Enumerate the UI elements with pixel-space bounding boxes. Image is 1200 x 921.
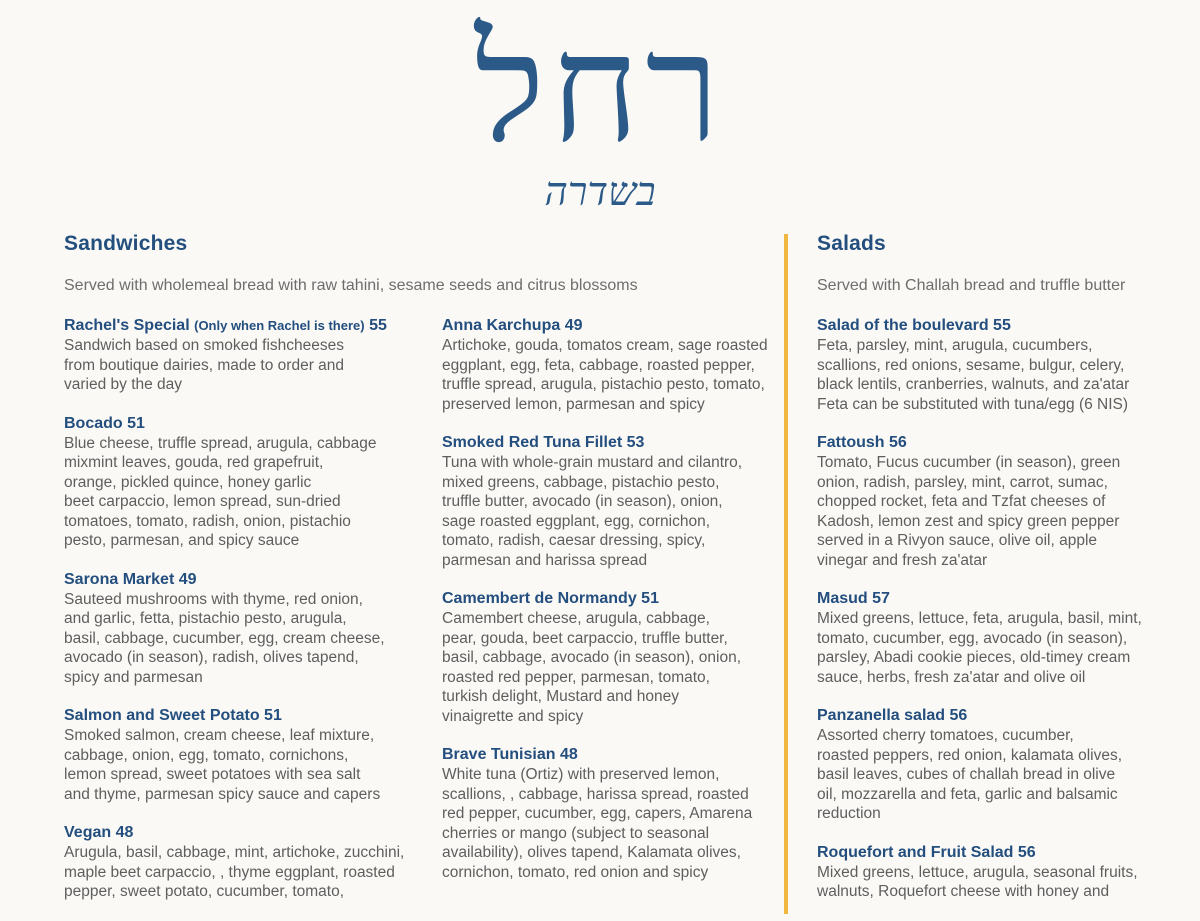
- description-line: vinegar and fresh za'atar: [817, 551, 988, 569]
- description-line: varied by the day: [64, 376, 183, 393]
- menu-item-name: Salad of the boulevard: [817, 317, 989, 334]
- menu-item: [442, 589, 772, 726]
- description-line: basil leaves, cubes of challah bread in olive: [817, 766, 1116, 783]
- menu-item: [64, 316, 424, 395]
- menu-item-description: [817, 609, 1187, 687]
- menu-item-description: [64, 590, 424, 688]
- menu-item: [817, 433, 1187, 570]
- menu-item-price: 48: [115, 824, 134, 841]
- menu-item-price: 49: [178, 570, 197, 588]
- description-line: basil, cabbage, cucumber, egg, cream cheese,: [64, 629, 385, 647]
- description-line: mixed greens, cabbage, pistachio pesto,: [442, 473, 720, 491]
- description-line: maple beet carpaccio, , thyme eggplant, roasted: [64, 863, 395, 881]
- menu-item-heading: [817, 843, 1187, 863]
- menu-item-price: 55: [993, 317, 1011, 334]
- menu-item-price: 55: [369, 317, 387, 334]
- description-line: Tuna with whole-grain mustard and cilantro,: [442, 454, 743, 471]
- sandwiches-note: Served with wholemeal bread with raw tahini, sesame seeds and citrus blossoms: [64, 277, 638, 294]
- description-line: scallions, , cabbage, harissa spread, roasted: [442, 785, 749, 803]
- menu-item-description: [817, 336, 1187, 414]
- description-line: Smoked salmon, cream cheese, leaf mixture,: [64, 727, 375, 744]
- menu-item-name: Camembert de Normandy: [442, 590, 637, 607]
- description-line: red pepper, cucumber, egg, capers, Amarena: [442, 805, 753, 822]
- description-line: Feta, parsley, mint, arugula, cucumbers,: [817, 337, 1093, 354]
- description-line: eggplant, egg, feta, cabbage, roasted pepper,: [442, 356, 755, 374]
- menu-item-price: 51: [264, 707, 282, 724]
- description-line: beet carpaccio, lemon spread, sun-dried: [64, 493, 341, 510]
- description-line: Artichoke, gouda, tomatos cream, sage roasted: [442, 337, 768, 354]
- menu-item-price: 49: [564, 317, 583, 334]
- menu-item-heading: [64, 570, 424, 590]
- menu-item-name: Vegan: [64, 824, 112, 841]
- salads-title: Salads: [817, 232, 886, 255]
- salads-column: [817, 316, 1187, 921]
- description-line: truffle spread, arugula, pistachio pesto, tomato,: [442, 376, 765, 393]
- menu-item: [817, 706, 1187, 824]
- description-line: reduction: [817, 805, 881, 822]
- menu-item-description: [817, 726, 1187, 824]
- description-line: walnuts, Roquefort cheese with honey and: [817, 883, 1110, 900]
- menu-item: [817, 316, 1187, 414]
- description-line: and garlic, fetta, pistachio pesto, arugula,: [64, 610, 347, 627]
- menu-item-price: 56: [949, 707, 968, 724]
- description-line: preserved lemon, parmesan and spicy: [442, 395, 705, 413]
- menu-item-name: Panzanella salad: [817, 707, 946, 724]
- description-line: cherries or mango (subject to seasonal: [442, 824, 710, 842]
- restaurant-logo: [0, 2, 1200, 215]
- description-line: pepper, sweet potato, cucumber, tomato,: [64, 883, 345, 900]
- menu-item-heading: [64, 414, 424, 434]
- menu-item: [442, 745, 772, 882]
- description-line: oil, mozzarella and feta, garlic and balsamic: [817, 785, 1118, 803]
- description-line: availability), olives tapend, Kalamata olives,: [442, 844, 741, 861]
- menu-item-heading: [817, 706, 1187, 726]
- menu-item: [64, 706, 424, 804]
- menu-item-description: [64, 434, 424, 551]
- description-line: cornichon, tomato, red onion and spicy: [442, 863, 709, 881]
- sandwiches-column-1: [64, 316, 424, 921]
- menu-item-price: 53: [626, 434, 645, 451]
- menu-item-price: 51: [127, 414, 145, 432]
- menu-item-name: Salmon and Sweet Potato: [64, 707, 260, 724]
- description-line: from boutique dairies, made to order and: [64, 356, 345, 374]
- logo-subtitle: בשדרה: [544, 169, 656, 215]
- description-line: Tomato, Fucus cucumber (in season), green: [817, 454, 1121, 471]
- description-line: onion, radish, parsley, mint, carrot, sumac,: [817, 473, 1108, 491]
- menu-item-heading: [442, 316, 772, 336]
- menu-item: [64, 823, 424, 902]
- description-line: turkish delight, Mustard and honey: [442, 688, 679, 705]
- menu-item-description: [64, 843, 424, 902]
- description-line: Blue cheese, truffle spread, arugula, cabbage: [64, 434, 377, 452]
- description-line: tomato, radish, caesar dressing, spicy,: [442, 532, 706, 549]
- description-line: tomato, cucumber, egg, avocado (in season),: [817, 629, 1128, 647]
- menu-item-description: [442, 765, 772, 882]
- menu-item-name: Anna Karchupa: [442, 317, 561, 334]
- description-line: Mixed greens, lettuce, arugula, seasonal fruits,: [817, 863, 1138, 881]
- description-line: Arugula, basil, cabbage, mint, artichoke, zucchini,: [64, 844, 405, 861]
- description-line: White tuna (Ortiz) with preserved lemon,: [442, 766, 720, 783]
- description-line: chopped rocket, feta and Tzfat cheeses of: [817, 493, 1106, 510]
- menu-item-heading: [64, 316, 424, 336]
- description-line: avocado (in season), radish, olives tapend,: [64, 649, 359, 666]
- menu-item-description: [442, 336, 772, 414]
- menu-item: [817, 843, 1187, 902]
- description-line: served in a Rivyon sauce, olive oil, apple: [817, 532, 1098, 549]
- description-line: truffle butter, avocado (in season), onion,: [442, 493, 723, 510]
- description-line: mixmint leaves, gouda, red grapefruit,: [64, 454, 324, 471]
- description-line: sage roasted eggplant, egg, cornichon,: [442, 512, 710, 530]
- menu-item-heading: [817, 433, 1187, 453]
- menu-item-heading: [442, 433, 772, 453]
- description-line: parsley, Abadi cookie pieces, old-timey cream: [817, 649, 1131, 666]
- description-line: parmesan and harissa spread: [442, 551, 648, 569]
- menu-item-price: 51: [641, 590, 659, 607]
- menu-item-description: [442, 453, 772, 570]
- sandwiches-column-2: [442, 316, 772, 901]
- description-line: and thyme, parmesan spicy sauce and capers: [64, 785, 381, 803]
- description-line: sauce, herbs, fresh za'atar and olive oil: [817, 668, 1086, 686]
- menu-item-description: [64, 726, 424, 804]
- menu-item-heading: [442, 745, 772, 765]
- section-divider: [784, 234, 788, 914]
- menu-item-description: [442, 609, 772, 726]
- menu-item-heading: [64, 706, 424, 726]
- menu-item-name: Fattoush: [817, 434, 885, 451]
- description-line: pear, gouda, beet carpaccio, truffle butter,: [442, 629, 728, 647]
- menu-item-name: Bocado: [64, 414, 123, 432]
- menu-item-name: Rachel's Special: [64, 317, 190, 334]
- description-line: cabbage, onion, egg, tomato, cornichons,: [64, 746, 349, 764]
- menu-item-price: 56: [889, 434, 907, 451]
- menu-item-price: 48: [559, 746, 578, 763]
- description-line: scallions, red onions, sesame, bulgur, celery,: [817, 356, 1125, 374]
- description-line: tomatoes, tomato, radish, onion, pistachio: [64, 512, 351, 530]
- menu-item: [64, 414, 424, 551]
- menu-item-description: [64, 336, 424, 395]
- description-line: Mixed greens, lettuce, feta, arugula, basil, mint,: [817, 610, 1142, 627]
- description-line: Feta can be substituted with tuna/egg (6 NIS): [817, 395, 1129, 413]
- menu-item-name: Masud: [817, 590, 868, 607]
- description-line: Camembert cheese, arugula, cabbage,: [442, 610, 710, 627]
- menu-item-note: (Only when Rachel is there): [194, 318, 365, 333]
- menu-item: [64, 570, 424, 688]
- salads-note: Served with Challah bread and truffle butter: [817, 277, 1126, 294]
- description-line: roasted peppers, red onion, kalamata olives,: [817, 746, 1123, 764]
- sandwiches-title: Sandwiches: [64, 232, 188, 255]
- menu-item-price: 57: [872, 590, 890, 607]
- menu-item-price: 56: [1017, 843, 1036, 861]
- menu-item-description: [817, 453, 1187, 570]
- menu-item: [442, 433, 772, 570]
- description-line: spicy and parmesan: [64, 668, 203, 686]
- description-line: Assorted cherry tomatoes, cucumber,: [817, 727, 1074, 744]
- menu-item-description: [817, 863, 1187, 902]
- menu-item-name: Roquefort and Fruit Salad: [817, 843, 1014, 861]
- menu-item: [442, 316, 772, 414]
- menu-item-heading: [64, 823, 424, 843]
- description-line: Sandwich based on smoked fishcheeses: [64, 337, 345, 354]
- description-line: pesto, parmesan, and spicy sauce: [64, 532, 300, 549]
- menu-item: [817, 589, 1187, 687]
- menu-item-name: Sarona Market: [64, 570, 175, 588]
- description-line: black lentils, cranberries, walnuts, and za'atar: [817, 376, 1130, 393]
- description-line: roasted red pepper, parmesan, tomato,: [442, 668, 710, 686]
- menu-item-heading: [817, 589, 1187, 609]
- description-line: Sauteed mushrooms with thyme, red onion,: [64, 590, 363, 608]
- menu-item-name: Brave Tunisian: [442, 746, 556, 763]
- description-line: basil, cabbage, avocado (in season), onion,: [442, 649, 742, 666]
- logo-title: רחל: [474, 2, 726, 176]
- description-line: orange, pickled quince, honey garlic: [64, 473, 312, 491]
- menu-item-heading: [817, 316, 1187, 336]
- menu-item-heading: [442, 589, 772, 609]
- description-line: vinaigrette and spicy: [442, 707, 584, 725]
- menu-item-name: Smoked Red Tuna Fillet: [442, 434, 623, 451]
- description-line: Kadosh, lemon zest and spicy green pepper: [817, 512, 1120, 530]
- description-line: lemon spread, sweet potatoes with sea salt: [64, 766, 361, 783]
